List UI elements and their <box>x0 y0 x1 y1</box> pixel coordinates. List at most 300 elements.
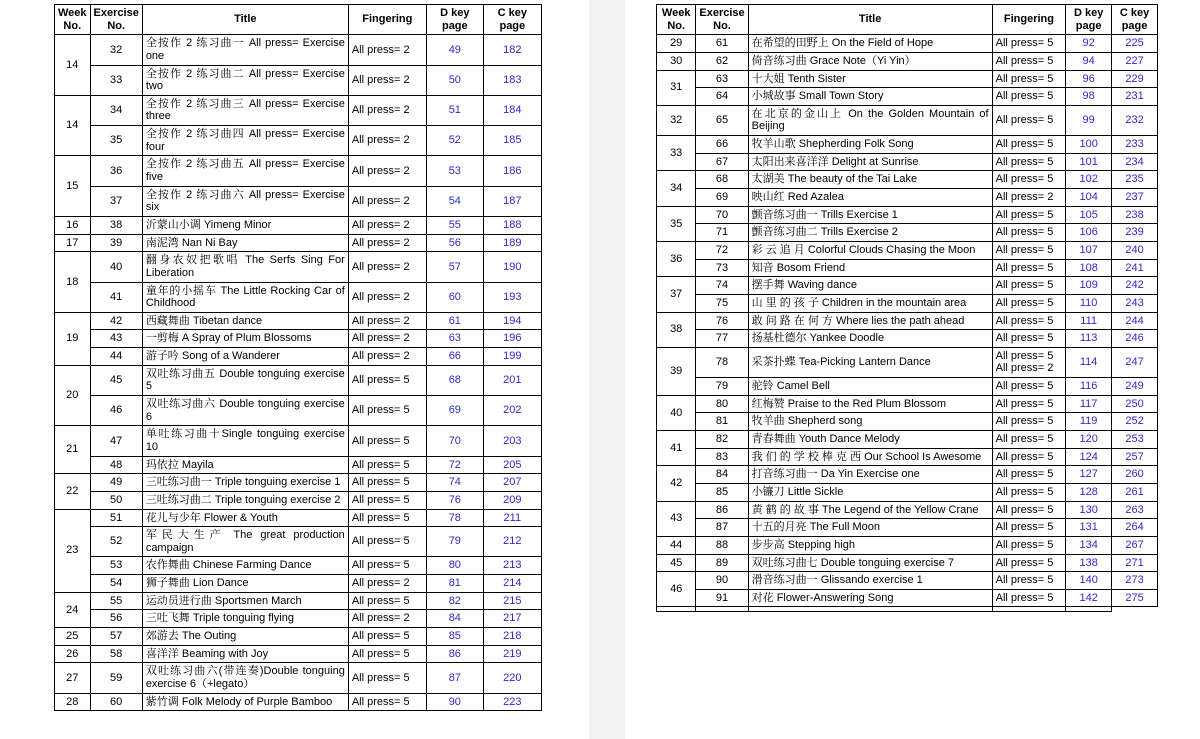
cell-fingering: All press= 5 <box>992 52 1066 70</box>
cell-week: 32 <box>657 105 696 135</box>
cell-dkey-page[interactable]: 128 <box>1066 483 1112 501</box>
table-row <box>55 663 542 693</box>
cell-dkey-page[interactable]: 57 <box>426 252 483 282</box>
cell-ckey-page[interactable]: 186 <box>483 156 541 186</box>
cell-title: 花儿与少年 Flower & Youth <box>142 509 348 527</box>
cell-exercise-no: 51 <box>90 509 142 527</box>
cell-exercise-no: 33 <box>90 65 142 95</box>
cell-ckey-page[interactable]: 229 <box>1112 70 1158 88</box>
cell-dkey-page[interactable]: 106 <box>1066 224 1112 242</box>
cell-ckey-page[interactable]: 243 <box>1112 294 1158 312</box>
table-row <box>55 396 542 426</box>
cell-dkey-page[interactable]: 114 <box>1066 347 1112 377</box>
header-fingering: Fingering <box>992 5 1066 35</box>
cell-week: 43 <box>657 501 696 536</box>
cell-exercise-no: 47 <box>90 426 142 456</box>
cell-title: 倚音练习曲 Grace Note（Yi Yin） <box>748 52 992 70</box>
cell-week: 36 <box>657 241 696 276</box>
cell-dkey-page[interactable]: 63 <box>426 330 483 348</box>
cell-exercise-no: 73 <box>696 259 748 277</box>
cell-fingering: All press= 5 <box>992 466 1066 484</box>
table-row <box>55 156 542 186</box>
table-row <box>55 234 542 252</box>
cell-ckey-page[interactable]: 235 <box>1112 171 1158 189</box>
cell-week: 39 <box>657 347 696 395</box>
cell-title: 全按作 2 练习曲六 All press= Exercise six <box>142 186 348 216</box>
cell-exercise-no: 84 <box>696 466 748 484</box>
cell-ckey-page[interactable]: 194 <box>483 312 541 330</box>
cell-exercise-no: 74 <box>696 277 748 295</box>
cell-ckey-page[interactable]: 247 <box>1112 347 1158 377</box>
table-row <box>657 483 1158 501</box>
cell-ckey-page[interactable]: 240 <box>1112 241 1158 259</box>
cell-dkey-page[interactable]: 85 <box>426 627 483 645</box>
cell-fingering: All press= 5 <box>348 627 426 645</box>
cell-dkey-page[interactable]: 100 <box>1066 136 1112 154</box>
cell-dkey-page[interactable]: 53 <box>426 156 483 186</box>
cell-exercise-no: 37 <box>90 186 142 216</box>
cell-title: 小镰刀 Little Sickle <box>748 483 992 501</box>
cell-dkey-page[interactable]: 81 <box>426 575 483 593</box>
cell-title: 映山红 Red Azalea <box>748 189 992 207</box>
cell-title: 郊游去 The Outing <box>142 627 348 645</box>
cell-fingering: All press= 2 <box>348 282 426 312</box>
cell-dkey-page[interactable]: 82 <box>426 592 483 610</box>
cell-week: 33 <box>657 136 696 171</box>
table-row <box>657 448 1158 466</box>
cell-week: 25 <box>55 627 91 645</box>
cell-fingering: All press= 5 <box>348 557 426 575</box>
header-exercise: Exercise No. <box>90 5 142 35</box>
cell-exercise-no: 62 <box>696 52 748 70</box>
cell-dkey-page[interactable]: 74 <box>426 474 483 492</box>
cell-dkey-page[interactable]: 66 <box>426 348 483 366</box>
cell-dkey-page[interactable] <box>992 607 1066 612</box>
cell-fingering: All press= 5 <box>992 312 1066 330</box>
table-row <box>55 65 542 95</box>
table-row <box>657 52 1158 70</box>
cell-week: 16 <box>55 216 91 234</box>
cell-exercise-no: 36 <box>90 156 142 186</box>
cell-ckey-page[interactable]: 217 <box>483 610 541 628</box>
cell-dkey-page[interactable]: 99 <box>1066 105 1112 135</box>
cell-ckey-page[interactable]: 246 <box>1112 330 1158 348</box>
table-row <box>657 259 1158 277</box>
cell-week: 31 <box>657 70 696 105</box>
cell-title: 三吐练习曲一 Triple tonguing exercise 1 <box>142 474 348 492</box>
cell-dkey-page[interactable]: 50 <box>426 65 483 95</box>
cell-dkey-page[interactable]: 60 <box>426 282 483 312</box>
cell-ckey-page[interactable]: 212 <box>483 527 541 557</box>
table-row <box>657 153 1158 171</box>
cell-title: 全按作 2 练习曲四 All press= Exercise four <box>142 126 348 156</box>
cell-ckey-page[interactable]: 232 <box>1112 105 1158 135</box>
cell-ckey-page[interactable]: 239 <box>1112 224 1158 242</box>
cell-title: 全按作 2 练习曲三 All press= Exercise three <box>142 95 348 125</box>
cell-fingering: All press= 5 <box>348 426 426 456</box>
cell-ckey-page[interactable]: 209 <box>483 491 541 509</box>
cell-ckey-page[interactable]: 263 <box>1112 501 1158 519</box>
cell-week: 45 <box>657 554 696 572</box>
table-row <box>657 224 1158 242</box>
cell-ckey-page[interactable]: 249 <box>1112 378 1158 396</box>
cell-title: 双吐练习曲六 Double tonguing exercise 6 <box>142 396 348 426</box>
cell-title: 运动员进行曲 Sportsmen March <box>142 592 348 610</box>
table-row <box>55 426 542 456</box>
table-row <box>55 282 542 312</box>
table-row <box>657 536 1158 554</box>
cell-fingering: All press= 5 <box>348 527 426 557</box>
cell-week: 29 <box>657 35 696 53</box>
cell-dkey-page[interactable]: 61 <box>426 312 483 330</box>
cell-week: 20 <box>55 365 91 426</box>
cell-dkey-page[interactable]: 54 <box>426 186 483 216</box>
cell-ckey-page[interactable]: 234 <box>1112 153 1158 171</box>
table-row <box>55 365 542 395</box>
cell-exercise-no: 48 <box>90 456 142 474</box>
cell-title: 十大姐 Tenth Sister <box>748 70 992 88</box>
table-row <box>657 378 1158 396</box>
cell-week: 19 <box>55 312 91 365</box>
cell-ckey-page[interactable]: 183 <box>483 65 541 95</box>
cell-title: 扬基杜德尔 Yankee Doodle <box>748 330 992 348</box>
cell-dkey-page[interactable]: 51 <box>426 95 483 125</box>
cell-week: 27 <box>55 663 91 693</box>
cell-dkey-page[interactable]: 94 <box>1066 52 1112 70</box>
cell-ckey-page[interactable]: 220 <box>483 663 541 693</box>
cell-fingering: All press= 5 <box>992 206 1066 224</box>
cell-title: 童年的小摇车 The Little Rocking Car of Childhood <box>142 282 348 312</box>
table-row <box>657 294 1158 312</box>
cell-fingering: All press= 5 <box>992 431 1066 449</box>
cell-dkey-page[interactable]: 124 <box>1066 448 1112 466</box>
cell-fingering: All press= 5 <box>992 35 1066 53</box>
table-row <box>55 95 542 125</box>
cell-dkey-page[interactable]: 113 <box>1066 330 1112 348</box>
cell-dkey-page[interactable]: 116 <box>1066 378 1112 396</box>
cell-dkey-page[interactable]: 52 <box>426 126 483 156</box>
cell-exercise-no: 81 <box>696 413 748 431</box>
cell-ckey-page[interactable]: 264 <box>1112 519 1158 537</box>
cell-exercise-no: 67 <box>696 153 748 171</box>
cell-title: 全按作 2 练习曲二 All press= Exercise two <box>142 65 348 95</box>
cell-ckey-page[interactable]: 242 <box>1112 277 1158 295</box>
cell-ckey-page[interactable]: 219 <box>483 645 541 663</box>
cell-fingering: All press= 2 <box>348 186 426 216</box>
cell-ckey-page[interactable]: 205 <box>483 456 541 474</box>
cell-fingering: All press= 2 <box>348 348 426 366</box>
table-body-left <box>55 35 542 711</box>
table-row <box>657 241 1158 259</box>
cell-title: 全按作 2 练习曲一 All press= Exercise one <box>142 35 348 65</box>
cell-ckey-page[interactable]: 213 <box>483 557 541 575</box>
cell-week: 35 <box>657 206 696 241</box>
cell-title: 山 里 的 孩 子 Children in the mountain area <box>748 294 992 312</box>
cell-exercise-no: 58 <box>90 645 142 663</box>
cell-exercise-no: 82 <box>696 431 748 449</box>
cell-ckey-page[interactable]: 233 <box>1112 136 1158 154</box>
cell-fingering: All press= 5 <box>992 136 1066 154</box>
header-fingering: Fingering <box>348 5 426 35</box>
cell-exercise-no: 38 <box>90 216 142 234</box>
cell-ckey-page[interactable]: 231 <box>1112 88 1158 106</box>
header-dkey-page: D key page <box>426 5 483 35</box>
cell-ckey-page[interactable]: 237 <box>1112 189 1158 207</box>
cell-title: 在希望的田野上 On the Field of Hope <box>748 35 992 53</box>
cell-ckey-page[interactable]: 196 <box>483 330 541 348</box>
cell-dkey-page[interactable]: 134 <box>1066 536 1112 554</box>
table-row <box>657 70 1158 88</box>
table-row <box>55 645 542 663</box>
cell-title: 黄 鹤 的 故 事 The Legend of the Yellow Crane <box>748 501 992 519</box>
cell-title: 我 们 的 学 校 棒 克 西 Our School Is Awesome <box>748 448 992 466</box>
cell-ckey-page[interactable]: 238 <box>1112 206 1158 224</box>
cell-title: 打音练习曲一 Da Yin Exercise one <box>748 466 992 484</box>
cell-title: 一剪梅 A Spray of Plum Blossoms <box>142 330 348 348</box>
cell-fingering: All press= 5 <box>992 259 1066 277</box>
cell-exercise-no: 50 <box>90 491 142 509</box>
cell-exercise-no: 85 <box>696 483 748 501</box>
cell-exercise-no: 55 <box>90 592 142 610</box>
cell-exercise-no: 64 <box>696 88 748 106</box>
cell-title <box>696 607 748 612</box>
cell-exercise-no: 76 <box>696 312 748 330</box>
cell-exercise-no: 79 <box>696 378 748 396</box>
cell-ckey-page[interactable]: 187 <box>483 186 541 216</box>
cell-fingering: All press= 2 <box>348 610 426 628</box>
cell-fingering: All press= 5 <box>348 693 426 711</box>
cell-ckey-page[interactable]: 227 <box>1112 52 1158 70</box>
cell-week: 14 <box>55 95 91 156</box>
table-row <box>55 610 542 628</box>
header-week: Week No. <box>657 5 696 35</box>
cell-dkey-page[interactable]: 130 <box>1066 501 1112 519</box>
cell-exercise-no: 34 <box>90 95 142 125</box>
cell-dkey-page[interactable]: 90 <box>426 693 483 711</box>
cell-ckey-page[interactable]: 207 <box>483 474 541 492</box>
table-row <box>657 519 1158 537</box>
cell-week: 15 <box>55 156 91 217</box>
cell-dkey-page[interactable]: 102 <box>1066 171 1112 189</box>
table-row <box>55 126 542 156</box>
cell-dkey-page[interactable]: 56 <box>426 234 483 252</box>
cell-exercise-no: 71 <box>696 224 748 242</box>
cell-fingering: All press= 5 <box>348 592 426 610</box>
cell-dkey-page[interactable]: 127 <box>1066 466 1112 484</box>
cell-dkey-page[interactable]: 70 <box>426 426 483 456</box>
cell-ckey-page[interactable]: 199 <box>483 348 541 366</box>
cell-exercise-no: 42 <box>90 312 142 330</box>
table-row <box>55 312 542 330</box>
cell-dkey-page[interactable]: 80 <box>426 557 483 575</box>
table-row <box>55 509 542 527</box>
cell-exercise-no: 83 <box>696 448 748 466</box>
cell-exercise-no: 80 <box>696 395 748 413</box>
cell-title: 十五的月亮 The Full Moon <box>748 519 992 537</box>
cell-exercise-no: 66 <box>696 136 748 154</box>
cell-dkey-page[interactable]: 117 <box>1066 395 1112 413</box>
cell-ckey-page[interactable]: 253 <box>1112 431 1158 449</box>
cell-exercise-no: 32 <box>90 35 142 65</box>
cell-ckey-page[interactable]: 214 <box>483 575 541 593</box>
cell-exercise-no: 59 <box>90 663 142 693</box>
cell-title: 颤音练习曲一 Trills Exercise 1 <box>748 206 992 224</box>
cell-dkey-page[interactable]: 120 <box>1066 431 1112 449</box>
cell-ckey-page[interactable]: 202 <box>483 396 541 426</box>
cell-title: 单吐练习曲十Single tonguing exercise 10 <box>142 426 348 456</box>
cell-ckey-page[interactable]: 201 <box>483 365 541 395</box>
cell-fingering: All press= 5 <box>992 277 1066 295</box>
cell-fingering: All press= 5 <box>992 448 1066 466</box>
cell-exercise-no: 68 <box>696 171 748 189</box>
cell-dkey-page[interactable]: 108 <box>1066 259 1112 277</box>
cell-dkey-page[interactable]: 109 <box>1066 277 1112 295</box>
cell-title: 采茶扑蝶 Tea-Picking Lantern Dance <box>748 347 992 377</box>
cell-ckey-page[interactable]: 241 <box>1112 259 1158 277</box>
cell-dkey-page[interactable]: 105 <box>1066 206 1112 224</box>
cell-ckey-page[interactable] <box>1066 607 1112 612</box>
cell-exercise-no: 54 <box>90 575 142 593</box>
cell-dkey-page[interactable]: 78 <box>426 509 483 527</box>
cell-exercise-no <box>657 607 696 612</box>
cell-dkey-page[interactable]: 76 <box>426 491 483 509</box>
cell-title: 敢 问 路 在 何 方 Where lies the path ahead <box>748 312 992 330</box>
cell-dkey-page[interactable]: 138 <box>1066 554 1112 572</box>
cell-exercise-no: 60 <box>90 693 142 711</box>
cell-ckey-page[interactable]: 261 <box>1112 483 1158 501</box>
cell-dkey-page[interactable]: 92 <box>1066 35 1112 53</box>
table-header-row <box>55 5 542 35</box>
table-row <box>657 501 1158 519</box>
cell-title: 太阳出来喜洋洋 Delight at Sunrise <box>748 153 992 171</box>
cell-dkey-page[interactable]: 107 <box>1066 241 1112 259</box>
cell-title: 滑音练习曲一 Glissando exercise 1 <box>748 572 992 590</box>
cell-dkey-page[interactable]: 98 <box>1066 88 1112 106</box>
table-row <box>55 575 542 593</box>
cell-ckey-page[interactable]: 182 <box>483 35 541 65</box>
cell-fingering: All press= 5 <box>992 483 1066 501</box>
cell-dkey-page[interactable]: 69 <box>426 396 483 426</box>
cell-dkey-page[interactable]: 84 <box>426 610 483 628</box>
cell-dkey-page[interactable]: 72 <box>426 456 483 474</box>
table-row <box>657 347 1158 377</box>
cell-ckey-page[interactable]: 189 <box>483 234 541 252</box>
cell-ckey-page[interactable]: 271 <box>1112 554 1158 572</box>
cell-title: 农作舞曲 Chinese Farming Dance <box>142 557 348 575</box>
cell-title: 红梅赞 Praise to the Red Plum Blossom <box>748 395 992 413</box>
cell-ckey-page[interactable]: 267 <box>1112 536 1158 554</box>
cell-dkey-page[interactable]: 140 <box>1066 572 1112 590</box>
table-row <box>657 330 1158 348</box>
cell-fingering: All press= 5 <box>992 501 1066 519</box>
cell-exercise-no: 78 <box>696 347 748 377</box>
cell-ckey-page[interactable]: 190 <box>483 252 541 282</box>
cell-exercise-no: 72 <box>696 241 748 259</box>
cell-ckey-page[interactable]: 215 <box>483 592 541 610</box>
cell-fingering: All press= 2 <box>348 252 426 282</box>
cell-fingering: All press= 5 <box>992 88 1066 106</box>
cell-ckey-page[interactable]: 244 <box>1112 312 1158 330</box>
cell-dkey-page[interactable]: 49 <box>426 35 483 65</box>
cell-fingering: All press= 5 <box>992 241 1066 259</box>
cell-exercise-no: 40 <box>90 252 142 282</box>
cell-dkey-page[interactable]: 110 <box>1066 294 1112 312</box>
cell-dkey-page[interactable]: 119 <box>1066 413 1112 431</box>
cell-dkey-page[interactable]: 101 <box>1066 153 1112 171</box>
cell-dkey-page[interactable]: 131 <box>1066 519 1112 537</box>
cell-dkey-page[interactable]: 87 <box>426 663 483 693</box>
table-row <box>657 171 1158 189</box>
cell-exercise-no: 39 <box>90 234 142 252</box>
cell-ckey-page[interactable]: 252 <box>1112 413 1158 431</box>
cell-dkey-page[interactable]: 142 <box>1066 589 1112 607</box>
cell-fingering: All press= 5 <box>992 224 1066 242</box>
table-row <box>55 330 542 348</box>
cell-ckey-page[interactable]: 250 <box>1112 395 1158 413</box>
cell-dkey-page[interactable]: 104 <box>1066 189 1112 207</box>
cell-dkey-page[interactable]: 86 <box>426 645 483 663</box>
cell-title: 沂蒙山小调 Yimeng Minor <box>142 216 348 234</box>
cell-ckey-page[interactable]: 188 <box>483 216 541 234</box>
cell-dkey-page[interactable]: 68 <box>426 365 483 395</box>
cell-exercise-no: 77 <box>696 330 748 348</box>
table-row <box>657 572 1158 590</box>
cell-week: 17 <box>55 234 91 252</box>
cell-fingering: All press= 2 <box>348 216 426 234</box>
cell-fingering: All press= 5 <box>992 395 1066 413</box>
cell-ckey-page[interactable]: 273 <box>1112 572 1158 590</box>
table-row <box>55 252 542 282</box>
cell-fingering: All press= 5 <box>348 365 426 395</box>
cell-ckey-page[interactable]: 223 <box>483 693 541 711</box>
cell-exercise-no: 44 <box>90 348 142 366</box>
cell-ckey-page[interactable]: 275 <box>1112 589 1158 607</box>
cell-dkey-page[interactable]: 79 <box>426 527 483 557</box>
cell-ckey-page[interactable]: 185 <box>483 126 541 156</box>
cell-ckey-page[interactable]: 225 <box>1112 35 1158 53</box>
cell-week: 18 <box>55 252 91 313</box>
cell-ckey-page[interactable]: 203 <box>483 426 541 456</box>
cell-fingering: All press= 5 <box>348 509 426 527</box>
cell-week: 24 <box>55 592 91 627</box>
header-exercise: Exercise No. <box>696 5 748 35</box>
cell-exercise-no: 57 <box>90 627 142 645</box>
cell-dkey-page[interactable]: 96 <box>1066 70 1112 88</box>
cell-title: 颤音练习曲二 Trills Exercise 2 <box>748 224 992 242</box>
cell-ckey-page[interactable]: 260 <box>1112 466 1158 484</box>
cell-ckey-page[interactable]: 211 <box>483 509 541 527</box>
cell-exercise-no: 49 <box>90 474 142 492</box>
cell-title: 太湖美 The beauty of the Tai Lake <box>748 171 992 189</box>
table-row <box>657 589 1158 607</box>
cell-ckey-page[interactable]: 218 <box>483 627 541 645</box>
table-row <box>657 312 1158 330</box>
cell-ckey-page[interactable]: 193 <box>483 282 541 312</box>
cell-week: 22 <box>55 474 91 509</box>
cell-ckey-page[interactable]: 184 <box>483 95 541 125</box>
cell-ckey-page[interactable]: 257 <box>1112 448 1158 466</box>
cell-exercise-no: 89 <box>696 554 748 572</box>
cell-week: 40 <box>657 395 696 430</box>
cell-fingering <box>748 607 992 612</box>
cell-title: 青春舞曲 Youth Dance Melody <box>748 431 992 449</box>
cell-dkey-page[interactable]: 55 <box>426 216 483 234</box>
cell-exercise-no: 91 <box>696 589 748 607</box>
cell-dkey-page[interactable]: 111 <box>1066 312 1112 330</box>
cell-fingering: All press= 5 <box>992 330 1066 348</box>
cell-fingering: All press= 5 <box>992 589 1066 607</box>
cell-title: 牧羊曲 Shepherd song <box>748 413 992 431</box>
